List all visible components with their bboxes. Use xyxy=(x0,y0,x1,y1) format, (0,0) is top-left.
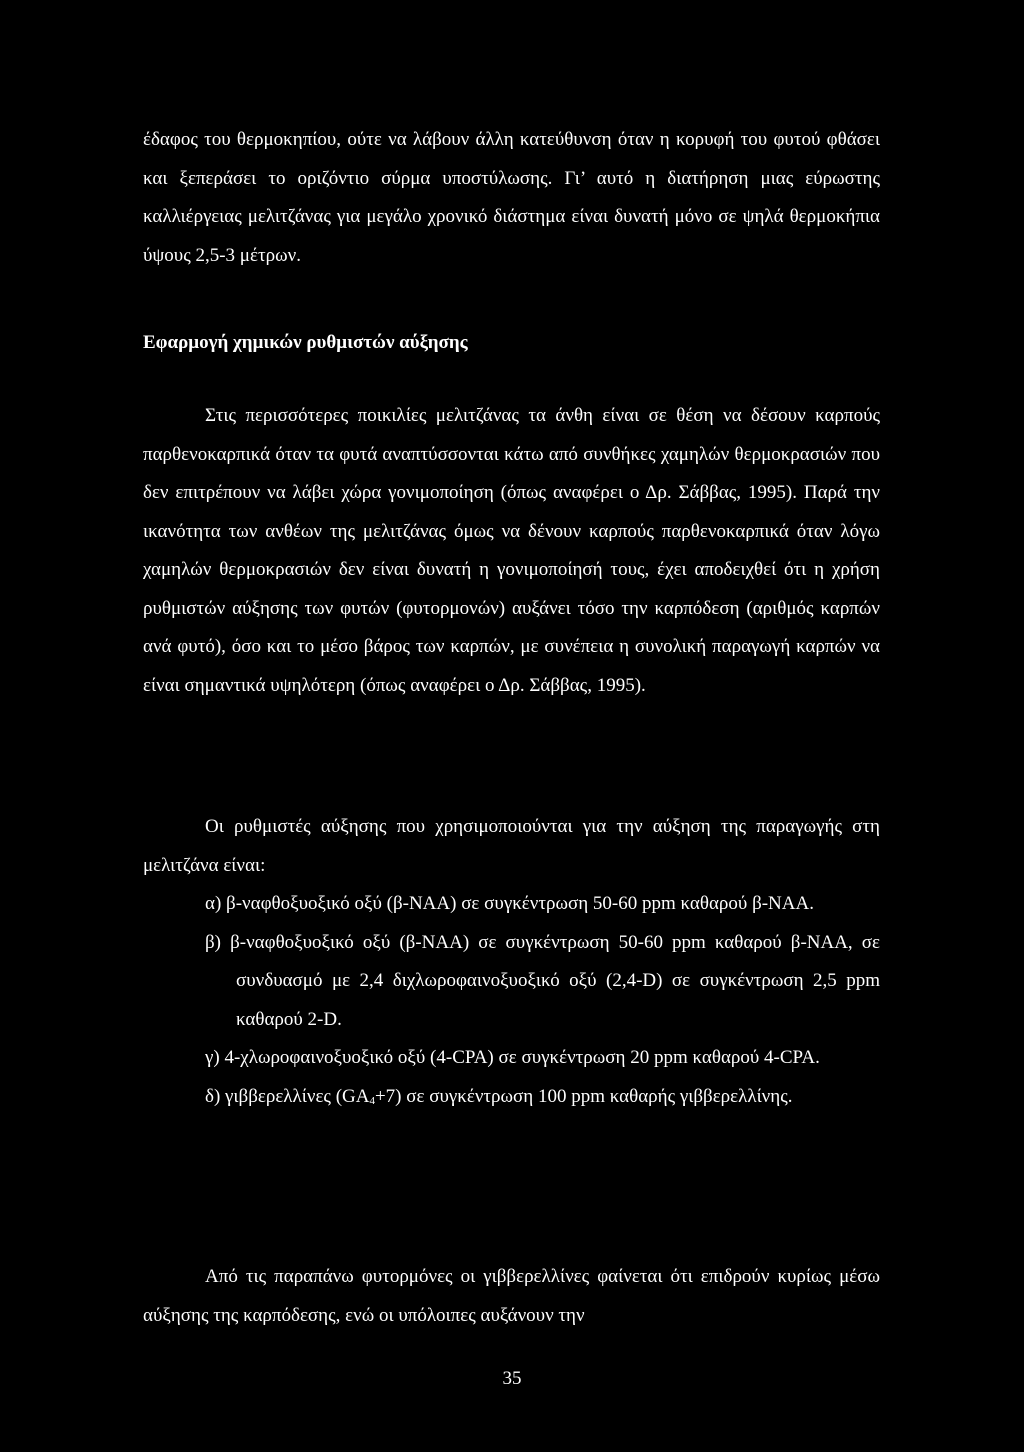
list-item-c: γ) 4-χλωροφαινοξυοξικό οξύ (4-CPA) σε συγκέντρωση 20 ppm καθαρού 4-CPA. xyxy=(205,1047,820,1068)
growth-regulators-list xyxy=(143,885,880,1116)
intro-paragraph: έδαφος του θερμοκηπίου, ούτε να λάβουν άλλη κατεύθυνση όταν η κορυφή του φυτού φθάσει και ξεπεράσει το οριζόντιο σύρμα υποστύλωσης. Γι’ αυτό η διατήρηση μιας εύρωστης καλλιέργειας μελιτζάνας για μεγάλο χρονικό διάστημα είναι δυνατή μόνο σε ψηλά θερμοκήπια ύψους 2,5-3 μέτρων. xyxy=(143,129,880,266)
list-item-b: β) β-ναφθοξυοξικό οξύ (β-NAA) σε συγκέντρωση 50-60 ppm καθαρού β-NAA, σε συνδυασμό με 2,4 διχλωροφαινοξυοξικό οξύ (2,4-D) σε συγκέντρωση 2,5 ppm καθαρού 2-D. xyxy=(205,931,880,1030)
list-item-d-end: +7) σε συγκέντρωση 100 ppm καθαρής γιββερελλίνης. xyxy=(374,1085,793,1107)
section-heading: Εφαρμογή χημικών ρυθμιστών αύξησης xyxy=(143,332,468,353)
page-number: 35 xyxy=(502,1368,522,1389)
list-item-d-start: δ) γιββερελλίνες (GA xyxy=(205,1085,370,1107)
paragraph-parthenocarpy: Στις περισσότερες ποικιλίες μελιτζάνας τα άνθη είναι σε θέση να δέσουν καρπούς παρθενοκαρπικά όταν τα φυτά αναπτύσσονται κάτω από συνθήκες χαμηλών θερμοκρασιών που δεν επιτρέπουν να λάβει χώρα γονιμοποίηση (όπως αναφέρει ο Δρ. Σάββας, 1995). Παρά την ικανότητα των ανθέων της μελιτζάνας όμως να δένουν καρπούς παρθενοκαρπικά όταν λόγω χαμηλών θερμοκρασιών δεν είναι δυνατή η γονιμοποίησή τους, έχει αποδειχθεί ότι η χρήση ρυθμιστών αύξησης των φυτών (φυτορμονών) αυξάνει τόσο την καρπόδεση (αριθμός καρπών ανά φυτό), όσο και το μέσο βάρος των καρπών, με συνέπεια η συνολική παραγωγή καρπών να είναι σημαντικά υψηλότερη (όπως αναφέρει ο Δρ. Σάββας, 1995). xyxy=(143,405,880,696)
list-item-a: α) β-ναφθοξυοξικό οξύ (β-NAA) σε συγκέντρωση 50-60 ppm καθαρού β-NAA. xyxy=(205,893,814,914)
paragraph-growth-regulators-intro: Οι ρυθμιστές αύξησης που χρησιμοποιούνται για την αύξηση της παραγωγής στη μελιτζάνα είναι: xyxy=(143,816,880,876)
paragraph-gibberellins: Από τις παραπάνω φυτορμόνες οι γιββερελλίνες φαίνεται ότι επιδρούν κυρίως μέσω αύξησης της καρπόδεσης, ενώ οι υπόλοιπες αυξάνουν την xyxy=(143,1266,880,1326)
list-item-d-subscript: 4 xyxy=(369,1094,375,1107)
list-item-d xyxy=(143,1078,880,1117)
